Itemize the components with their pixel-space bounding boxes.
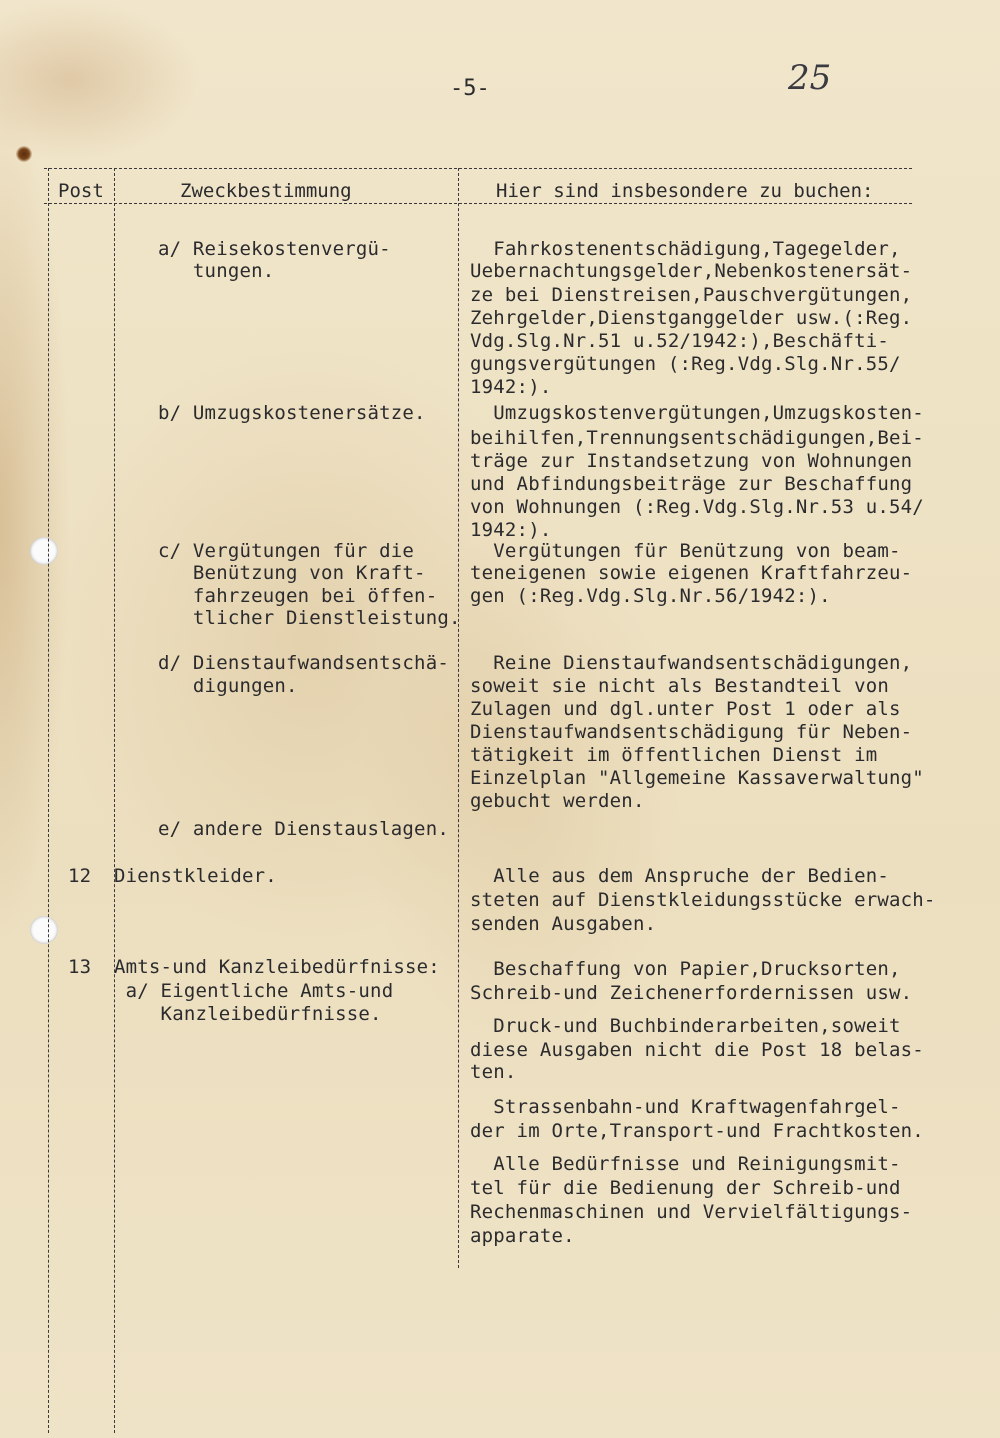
post-13-buchen-line: Alle Bedürfnisse und Reinigungsmit- <box>470 1153 901 1175</box>
row-c-buchen-line: teneigenen sowie eigenen Kraftfahrzeu- <box>470 562 913 584</box>
row-c-buchen-line: gen (:Reg.Vdg.Slg.Nr.56/1942:). <box>470 585 831 607</box>
post-13-buchen-line: apparate. <box>470 1225 575 1247</box>
row-d-buchen-line: Einzelplan "Allgemeine Kassaverwaltung" <box>470 767 924 789</box>
post-13-buchen-line: diese Ausgaben nicht die Post 18 belas- <box>470 1039 924 1061</box>
post-13-buchen-line: der im Orte,Transport-und Frachtkosten. <box>470 1120 924 1142</box>
row-d-buchen-line: Zulagen und dgl.unter Post 1 oder als <box>470 698 901 720</box>
row-d-buchen-line: soweit sie nicht als Bestandteil von <box>470 675 890 697</box>
row-b-buchen-line: 1942:). <box>470 519 552 541</box>
row-b-buchen-line: und Abfindungsbeiträge zur Beschaffung <box>470 473 913 495</box>
post-13-zweck-line: Kanzleibedürfnisse. <box>114 1003 382 1025</box>
row-b-buchen-line: Umzugskostenvergütungen,Umzugskosten- <box>470 402 924 424</box>
row-d-buchen-line: gebucht werden. <box>470 790 645 812</box>
header-bottom-rule <box>44 203 912 204</box>
row-d-buchen-line: Dienstaufwandsentschädigung für Neben- <box>470 721 913 743</box>
post-13-buchen-line: Beschaffung von Papier,Drucksorten, <box>470 958 901 980</box>
header-zweckbestimmung: Zweckbestimmung <box>180 180 352 202</box>
row-a-zweck-line: a/ Reisekostenvergü- <box>158 238 391 260</box>
post-13-zweck-line: Amts-und Kanzleibedürfnisse: <box>114 956 440 978</box>
row-a-buchen-line: Fahrkostenentschädigung,Tagegelder, <box>470 238 901 260</box>
row-a-buchen-line: Vdg.Slg.Nr.51 u.52/1942:),Beschäfti- <box>470 330 890 352</box>
row-d-buchen-line: Reine Dienstaufwandsentschädigungen, <box>470 652 913 674</box>
row-e-zweck: e/ andere Dienstauslagen. <box>158 818 449 840</box>
page-number: -5- <box>450 76 490 101</box>
punch-hole-lower <box>30 916 58 944</box>
folio-number: 25 <box>788 58 832 98</box>
post-13-buchen-line: Schreib-und Zeichenerfordernissen usw. <box>470 982 913 1004</box>
post-13-buchen-line: Rechenmaschinen und Vervielfältigungs- <box>470 1201 913 1223</box>
row-a-buchen-line: 1942:). <box>470 376 552 398</box>
post-13-buchen-line: Strassenbahn-und Kraftwagenfahrgel- <box>470 1096 901 1118</box>
post-12-number: 12 <box>68 865 92 887</box>
row-a-buchen-line: ze bei Dienstreisen,Pauschvergütungen, <box>470 284 913 306</box>
row-c-buchen-line: Vergütungen für Benützung von beam- <box>470 540 901 562</box>
burn-mark <box>16 146 32 162</box>
post-13-buchen-line: ten. <box>470 1061 517 1083</box>
zweck-column-rule <box>458 168 459 1268</box>
row-a-buchen-line: Zehrgelder,Dienstganggelder usw.(:Reg. <box>470 307 913 329</box>
punch-hole-upper <box>30 537 58 565</box>
row-b-buchen-line: beihilfen,Trennungsentschädigungen,Bei- <box>470 427 924 449</box>
header-hier-sind-zu-buchen: Hier sind insbesondere zu buchen: <box>496 180 874 202</box>
post-12-buchen-line: Alle aus dem Anspruche der Bedien- <box>470 865 890 887</box>
table-left-rule <box>48 168 49 1433</box>
row-c-zweck-line: Benützung von Kraft- <box>158 562 426 584</box>
row-a-buchen-line: gungsvergütungen (:Reg.Vdg.Slg.Nr.55/ <box>470 353 901 375</box>
row-c-zweck-line: c/ Vergütungen für die <box>158 540 415 562</box>
post-12-buchen-line: steten auf Dienstkleidungsstücke erwach- <box>470 889 936 911</box>
table-top-rule <box>44 168 912 169</box>
row-b-zweck: b/ Umzugskostenersätze. <box>158 402 426 424</box>
row-d-buchen-line: tätigkeit im öffentlichen Dienst im <box>470 744 878 766</box>
post-13-buchen-line: Druck-und Buchbinderarbeiten,soweit <box>470 1015 901 1037</box>
header-post: Post <box>58 180 104 202</box>
row-d-zweck-line: d/ Dienstaufwandsentschä- <box>158 652 449 674</box>
row-a-buchen-line: Uebernachtungsgelder,Nebenkostenersät- <box>470 260 913 282</box>
post-12-zweck: Dienstkleider. <box>114 865 277 887</box>
post-12-buchen-line: senden Ausgaben. <box>470 913 657 935</box>
post-column-rule <box>114 168 115 1433</box>
post-13-number: 13 <box>68 956 92 978</box>
row-b-buchen-line: träge zur Instandsetzung von Wohnungen <box>470 450 913 472</box>
row-d-zweck-line: digungen. <box>158 675 298 697</box>
post-13-buchen-line: tel für die Bedienung der Schreib-und <box>470 1177 901 1199</box>
row-c-zweck-line: tlicher Dienstleistung. <box>158 607 461 629</box>
row-b-buchen-line: von Wohnungen (:Reg.Vdg.Slg.Nr.53 u.54/ <box>470 496 924 518</box>
row-c-zweck-line: fahrzeugen bei öffen- <box>158 585 438 607</box>
post-13-zweck-line: a/ Eigentliche Amts-und <box>114 980 394 1002</box>
row-a-zweck-line: tungen. <box>158 260 275 282</box>
